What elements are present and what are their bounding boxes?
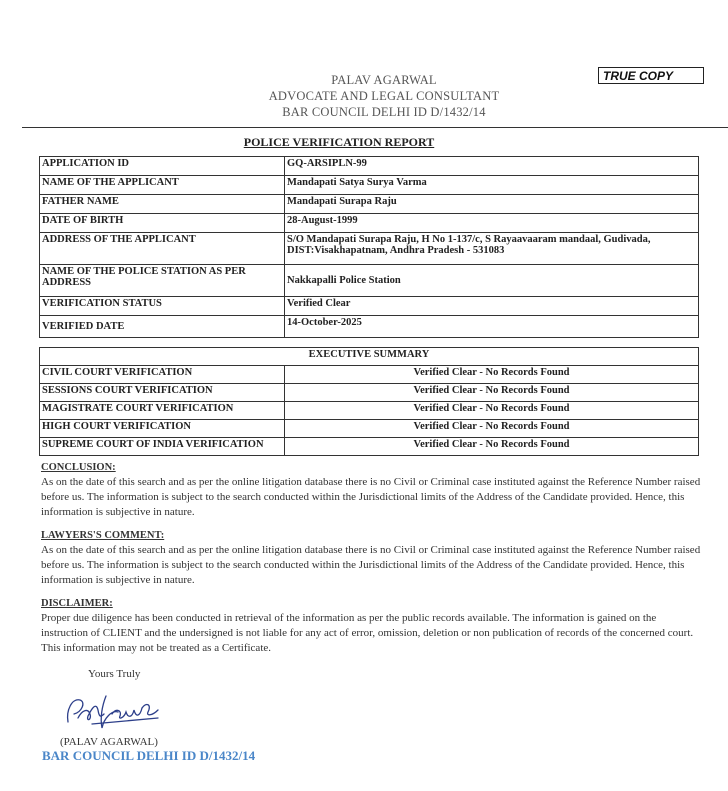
row-label: FATHER NAME — [40, 195, 285, 214]
signatory-bar-id: BAR COUNCIL DELHI ID D/1432/14 — [42, 748, 256, 763]
disclaimer-text: Proper due diligence has been conducted in retrieval of the information as per the public records available. The information is gained on the instruction of CLIENT and the undersigned is not liable for any act of error, omission, deletion or non publication of records of the concerned court. This information may not be treated as a Certificate. — [41, 612, 694, 654]
table-row — [40, 438, 699, 456]
conclusion-section — [41, 460, 701, 520]
table-row — [40, 265, 699, 297]
row-value: GQ-ARSIPLN-99 — [285, 157, 699, 176]
row-label: NAME OF THE APPLICANT — [40, 176, 285, 195]
lawyers-comment-text: As on the date of this search and as per the online litigation database there is no Civil or Criminal case instituted against the Reference Number raised before us. The information is subject to the search conducted within the Jurisdictional limits of the Address of the Candidate provided. Hence, this information is subjective in nature. — [41, 544, 701, 586]
header-divider — [22, 127, 728, 128]
disclaimer-section — [41, 596, 701, 656]
row-value: Verified Clear - No Records Found — [285, 366, 699, 384]
row-value: 28-August-1999 — [285, 214, 699, 233]
row-label: CIVIL COURT VERIFICATION — [40, 366, 285, 384]
conclusion-text: As on the date of this search and as per the online litigation database there is no Civil or Criminal case instituted against the Reference Number raised before us. The information is subject to the search conducted within the Jurisdictional limits of the Address of the Candidate provided. Hence, this information is subjective in nature. — [41, 476, 701, 518]
bar-council-id: BAR COUNCIL DELHI ID D/1432/14 — [282, 105, 486, 119]
signatory-name: (PALAV AGARWAL) — [60, 736, 158, 748]
table-row — [40, 316, 699, 338]
true-copy-stamp: TRUE COPY — [598, 67, 704, 84]
closing-text: Yours Truly — [88, 668, 141, 680]
advocate-name: PALAV AGARWAL — [331, 73, 437, 87]
row-label: ADDRESS OF THE APPLICANT — [40, 233, 285, 265]
table-row — [40, 214, 699, 233]
row-label: DATE OF BIRTH — [40, 214, 285, 233]
row-label: VERIFIED DATE — [40, 316, 285, 338]
table-row — [40, 384, 699, 402]
disclaimer-title: DISCLAIMER: — [41, 598, 113, 609]
row-value: Mandapati Surapa Raju — [285, 195, 699, 214]
table-header-row — [40, 348, 699, 366]
table-row — [40, 157, 699, 176]
row-label: NAME OF THE POLICE STATION AS PER ADDRESS — [40, 265, 285, 297]
table-row — [40, 420, 699, 438]
row-value: Nakkapalli Police Station — [285, 265, 699, 297]
row-label: VERIFICATION STATUS — [40, 297, 285, 316]
table-row — [40, 233, 699, 265]
row-value: Mandapati Satya Surya Varma — [285, 176, 699, 195]
row-label: SESSIONS COURT VERIFICATION — [40, 384, 285, 402]
row-value: S/O Mandapati Surapa Raju, H No 1-137/c, S Rayaavaaram mandaal, Gudivada, DIST:Visakhapatnam, Andhra Pradesh - 531083 — [285, 233, 699, 265]
row-value: Verified Clear - No Records Found — [285, 402, 699, 420]
conclusion-title: CONCLUSION: — [41, 462, 116, 473]
executive-summary-table — [39, 347, 699, 456]
row-value: Verified Clear - No Records Found — [285, 384, 699, 402]
row-value: Verified Clear — [285, 297, 699, 316]
lawyers-comment-section — [41, 528, 701, 588]
report-title: POLICE VERIFICATION REPORT — [243, 135, 435, 149]
row-value: 14-October-2025 — [285, 316, 699, 338]
table-row — [40, 297, 699, 316]
row-label: HIGH COURT VERIFICATION — [40, 420, 285, 438]
row-value: Verified Clear - No Records Found — [285, 438, 699, 456]
table-row — [40, 176, 699, 195]
signature-image — [62, 688, 162, 732]
lawyers-comment-title: LAWYERS'S COMMENT: — [41, 530, 165, 541]
applicant-details-table — [39, 156, 699, 338]
table-row — [40, 366, 699, 384]
row-label: APPLICATION ID — [40, 157, 285, 176]
table-row — [40, 402, 699, 420]
summary-title: EXECUTIVE SUMMARY — [40, 348, 699, 366]
row-label: SUPREME COURT OF INDIA VERIFICATION — [40, 438, 285, 456]
row-label: MAGISTRATE COURT VERIFICATION — [40, 402, 285, 420]
advocate-role: ADVOCATE AND LEGAL CONSULTANT — [268, 89, 500, 103]
row-value: Verified Clear - No Records Found — [285, 420, 699, 438]
table-row — [40, 195, 699, 214]
